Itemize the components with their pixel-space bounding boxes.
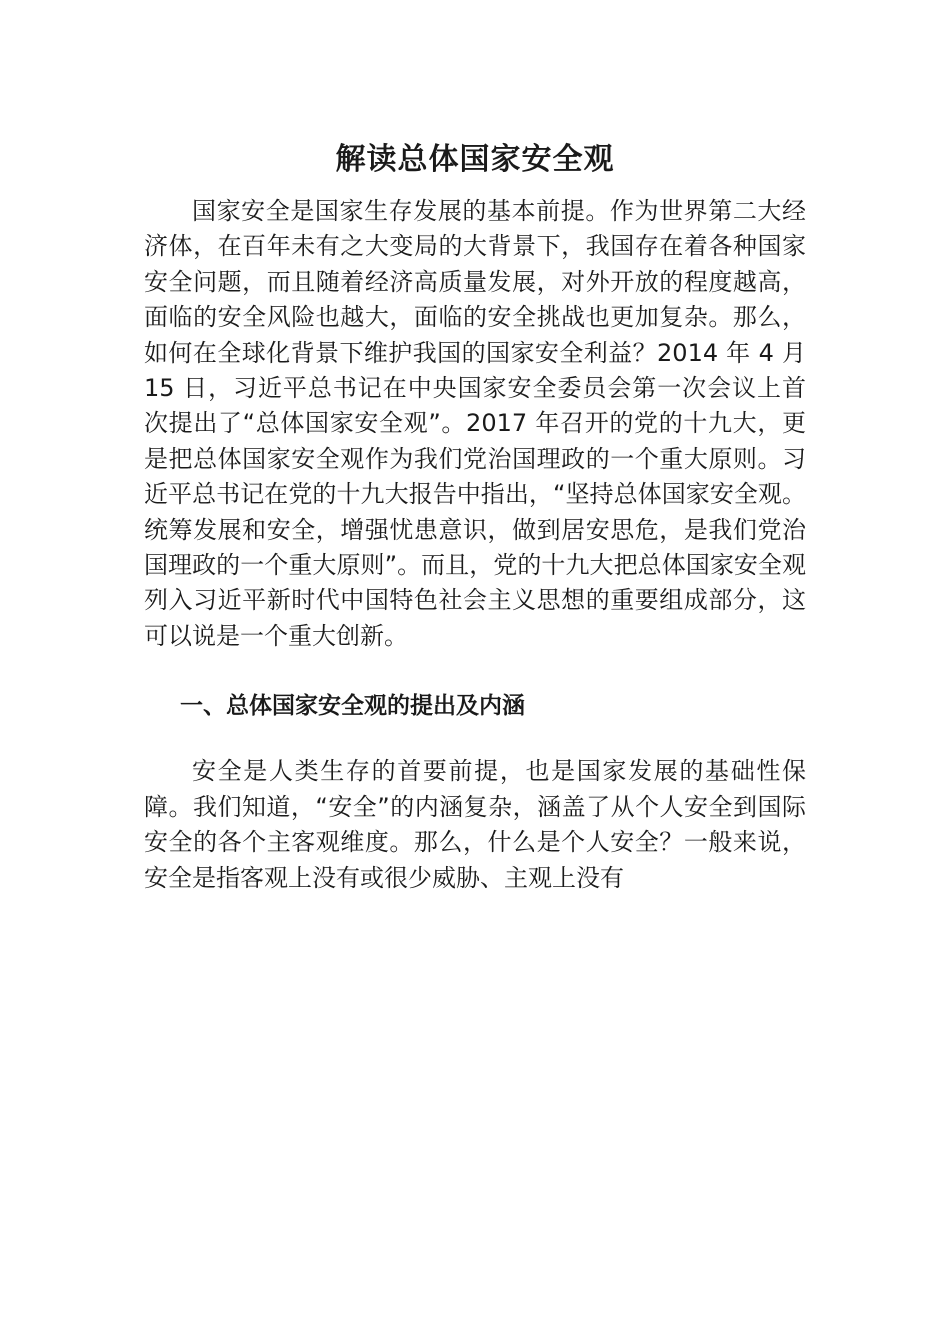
document-title: 解读总体国家安全观 (335, 142, 615, 177)
paragraph-intro: 国家安全是国家生存发展的基本前提。作为世界第二大经济体，在百年未有之大变局的大背景下，我国存在着各种国家安全问题，而且随着经济高质量发展，对外开放的程度越高，面临的安全风险也越大，面临的安全挑战也更加复杂。那么，如何在全球化背景下维护我国的国家安全利益？2014 年 4 月 15 日，习近平总书记在中央国家安全委员会第一次会议上首次提出了“总体国家安全观”。2017 年召开的党的十九大，更是把总体国家安全观作为我们党治国理政的一个重大原则。习近平总书记在党的十九大报告中指出，“坚持总体国家安全观。统筹发展和安全，增强忧患意识，做到居安思危，是我们党治国理政的一个重大原则”。而且，党的十九大把总体国家安全观列入习近平新时代中国特色社会主义思想的重要组成部分，这可以说是一个重大创新。 (144, 197, 806, 650)
section-heading: 一、总体国家安全观的提出及内涵 (180, 693, 525, 720)
paragraph-section-1: 安全是人类生存的首要前提，也是国家发展的基础性保障。我们知道，“安全”的内涵复杂，涵盖了从个人安全到国际安全的各个主客观维度。那么，什么是个人安全？一般来说，安全是指客观上没有或很少威胁、主观上没有 (144, 757, 806, 892)
document-body (144, 136, 806, 896)
